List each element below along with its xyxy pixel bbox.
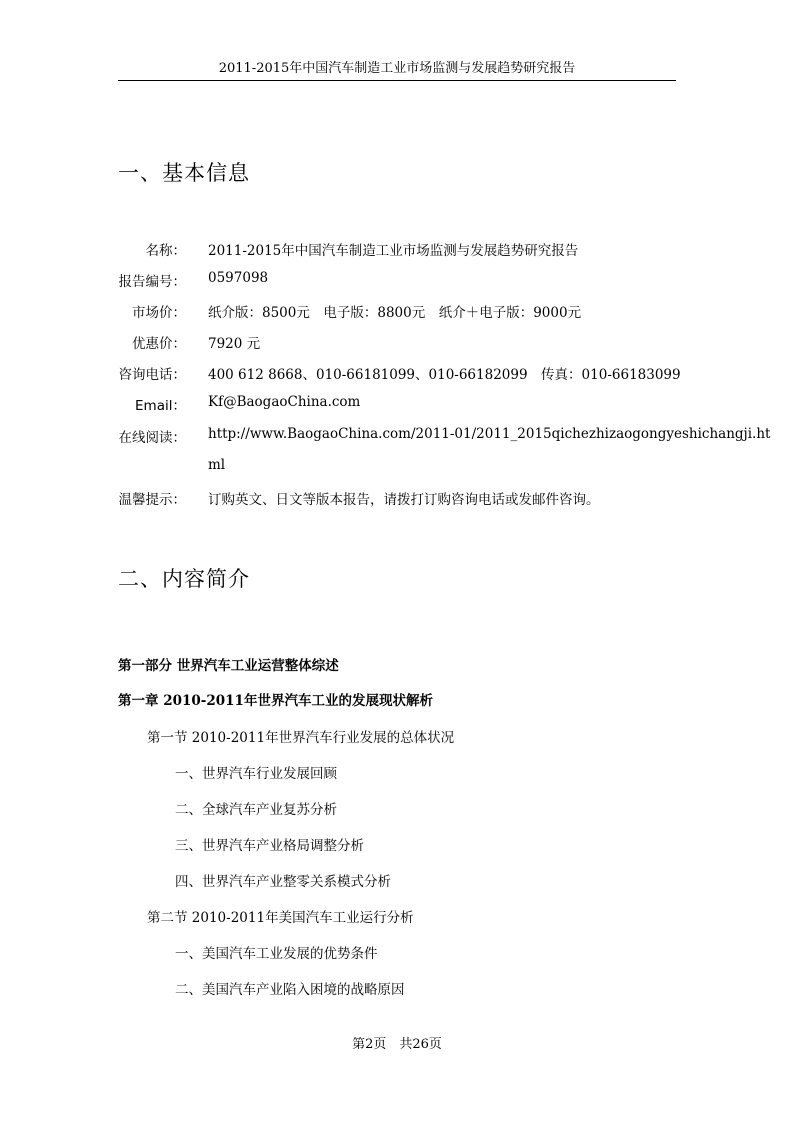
toc-item: 一、世界汽车行业发展回顾 — [175, 766, 337, 782]
toc-item: 三、世界汽车产业格局调整分析 — [175, 838, 364, 854]
info-label: 名称： — [145, 243, 186, 259]
info-label: 在线阅读： — [118, 430, 186, 446]
info-label: 市场价： — [132, 305, 186, 321]
toc-section-title: 第一节 2010-2011年世界汽车行业发展的总体状况 — [147, 730, 455, 746]
info-label: 温馨提示： — [118, 492, 186, 508]
page-number-footer: 第2页 共26页 — [352, 1037, 442, 1052]
section-heading-basic-info: 一、基本信息 — [118, 161, 250, 185]
info-label: 报告编号： — [118, 274, 186, 290]
toc-part-title: 第一部分 世界汽车工业运营整体综述 — [118, 658, 339, 674]
info-value: 400 612 8668、010-66181099、010-66182099 传真：010-66183099 — [208, 367, 681, 383]
info-label: 咨询电话： — [118, 367, 186, 383]
section-heading-summary: 二、内容简介 — [118, 567, 250, 591]
online-reading-link[interactable]: http://www.BaogaoChina.com/2011-01/2011_2015qichezhizaogongyeshichangji.ht — [208, 426, 771, 442]
toc-item: 二、美国汽车产业陷入困境的战略原因 — [175, 982, 405, 998]
online-reading-link-cont[interactable]: ml — [208, 457, 226, 473]
running-header-title: 2011-2015年中国汽车制造工业市场监测与发展趋势研究报告 — [218, 61, 576, 76]
toc-chapter-title: 第一章 2010-2011年世界汽车工业的发展现状解析 — [118, 693, 433, 709]
toc-item: 一、美国汽车工业发展的优势条件 — [175, 946, 378, 962]
toc-item: 四、世界汽车产业整零关系模式分析 — [175, 874, 391, 890]
header-divider — [118, 80, 676, 81]
info-value: 0597098 — [208, 270, 269, 286]
toc-section-title: 第二节 2010-2011年美国汽车工业运行分析 — [147, 910, 414, 926]
info-label: Email： — [135, 398, 186, 414]
info-value: 7920 元 — [208, 336, 261, 352]
info-value: 订购英文、日文等版本报告，请拨打订购咨询电话或发邮件咨询。 — [208, 492, 600, 508]
info-value: 纸介版：8500元 电子版：8800元 纸介＋电子版：9000元 — [208, 305, 582, 321]
email-link[interactable]: Kf@BaogaoChina.com — [208, 394, 361, 410]
info-value: 2011-2015年中国汽车制造工业市场监测与发展趋势研究报告 — [208, 243, 579, 259]
toc-item: 二、全球汽车产业复苏分析 — [175, 802, 337, 818]
info-label: 优惠价： — [132, 336, 186, 352]
